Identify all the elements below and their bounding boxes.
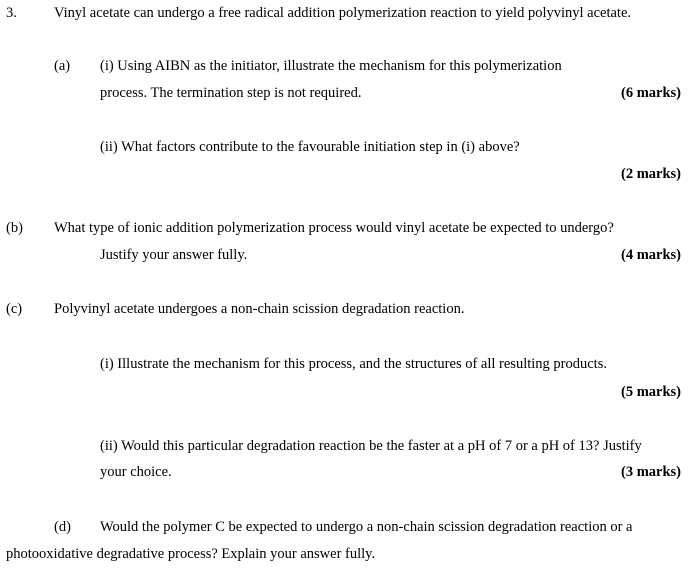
- part-d-text-line2: photooxidative degradative process? Explain your answer fully.: [6, 546, 376, 562]
- part-c-i-text: (i) Illustrate the mechanism for this process, and the structures of all resulting products.: [100, 356, 607, 372]
- part-d-text-line1: Would the polymer C be expected to undergo a non-chain scission degradation reaction or a: [100, 519, 633, 535]
- part-a-ii-marks: (2 marks): [620, 166, 681, 182]
- part-c-label: (c): [6, 301, 23, 317]
- part-a-i-text-line1: (i) Using AIBN as the initiator, illustrate the mechanism for this polymerization: [100, 58, 562, 74]
- question-number: 3.: [6, 5, 17, 21]
- part-a-label: (a): [54, 58, 71, 74]
- part-c-ii-marks: (3 marks): [620, 464, 681, 480]
- part-b-text-line1: What type of ionic addition polymerization process would vinyl acetate be expected to undergo?: [54, 220, 614, 236]
- part-a-i-text-line2: process. The termination step is not required.: [100, 85, 362, 101]
- question-intro: Vinyl acetate can undergo a free radical addition polymerization reaction to yield polyvinyl acetate.: [54, 5, 632, 21]
- part-a-i-marks: (6 marks): [620, 85, 681, 101]
- part-c-ii-text-line1: (ii) Would this particular degradation reaction be the faster at a pH of 7 or a pH of 13? Justify: [100, 438, 642, 454]
- part-c-i-marks: (5 marks): [620, 384, 681, 400]
- part-b-text-line2: Justify your answer fully.: [100, 247, 248, 263]
- part-b-marks: (4 marks): [620, 247, 681, 263]
- part-d-label: (d): [54, 519, 71, 535]
- part-c-intro: Polyvinyl acetate undergoes a non-chain scission degradation reaction.: [54, 301, 465, 317]
- part-c-ii-text-line2: your choice.: [100, 464, 172, 480]
- part-b-label: (b): [6, 220, 23, 236]
- part-a-ii-text: (ii) What factors contribute to the favourable initiation step in (i) above?: [100, 139, 520, 155]
